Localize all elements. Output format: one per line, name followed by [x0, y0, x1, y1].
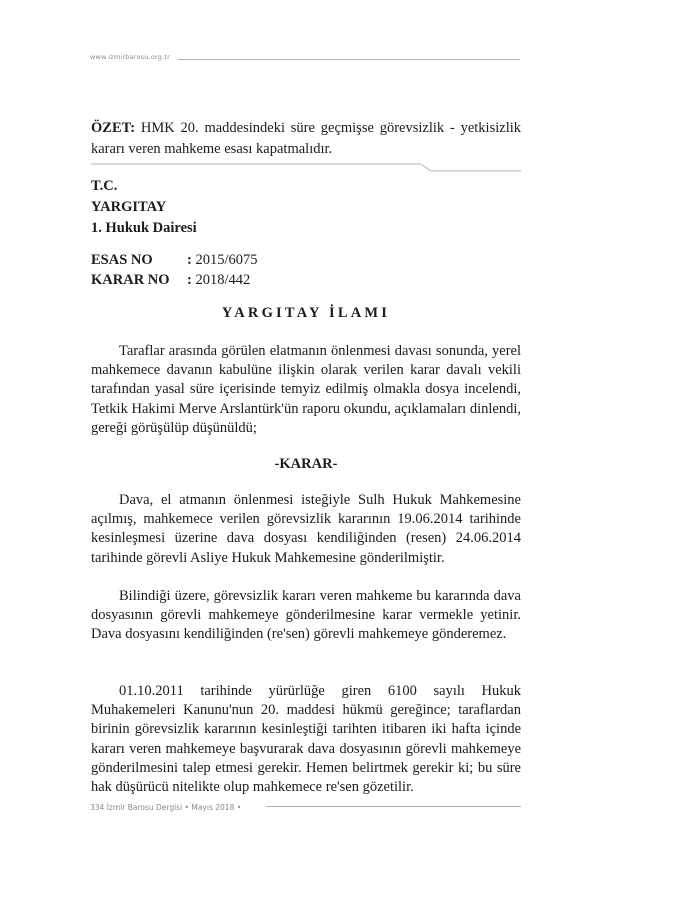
paragraph-2: Dava, el atmanın önlenmesi isteğiyle Sulh Hukuk Mahkemesine açılmış, mahkemece verilen görevsizlik kararının 19.06.2014 tarihinde kesinleşmesi üzerine dava dosyası kendiliğinden (resen) 24.06.2014 tarihinde görevli Asliye Hukuk Mahkemesine gönderilmiştir.: [91, 492, 521, 566]
esas-label: ESAS NO: [91, 252, 153, 268]
paragraph-3: Bilindiği üzere, görevsizlik kararı veren mahkeme bu kararında dava dosyasının görevli mahkemeye gönderilmesine karar vermekle yetinir. Dava dosyasını kendiliğinden (re'sen) görevli mahkemeye gönderemez.: [91, 588, 521, 643]
karar-value: 2018/442: [195, 272, 251, 288]
footer-text: 334 İzmir Barosu Dergisi • Mayıs 2018 •: [90, 803, 242, 812]
paragraph-4: 01.10.2011 tarihinde yürürlüğe giren 6100 sayılı Hukuk Muhakemeleri Kanunu'nun 20. maddesi hükmü gereğince; taraflardan birinin görevsizlik kararının kesinleştiği tarihten itibaren iki hafta içinde kararı veren mahkemeye başvurarak dava dosyasının görevli mahkemeye gönderilmesini talep etmesi gerekir. Hemen belirtmek gerekir ki; bu süre hak düşürücü nitelikte olup mahkemece re'sen gözetilir.: [91, 683, 521, 796]
court-country: T.C.: [91, 178, 118, 194]
court-chamber: 1. Hukuk Dairesi: [91, 220, 197, 236]
footer-divider: [266, 806, 521, 807]
court-name: YARGITAY: [91, 199, 167, 215]
paragraph-1: Taraflar arasında görülen elatmanın önlenmesi davası sonunda, yerel mahkemece davanın kabulüne ilişkin olarak verilen karar davalı vekili tarafından yasal süre içerisinde temyiz edilmiş olmakla dosya incelendi, Tetkik Hakimi Merve Arslantürk'ün raporu okundu, açıklamaları dinlendi, gereği görüşülüp düşünüldü;: [91, 343, 521, 436]
summary-divider: [91, 162, 521, 174]
karar-row: [91, 270, 258, 290]
header-divider: [178, 59, 520, 60]
case-numbers: [91, 250, 258, 290]
esas-separator: :: [187, 252, 192, 268]
document-title: YARGITAY İLAMI: [221, 305, 391, 321]
esas-row: [91, 250, 258, 270]
karar-separator: :: [187, 272, 192, 288]
decision-heading: -KARAR-: [274, 456, 338, 472]
court-header: [91, 176, 197, 239]
summary: [91, 118, 521, 160]
header-url: www.izmirbarosu.org.tr: [90, 53, 170, 61]
esas-value: 2015/6075: [195, 252, 258, 268]
summary-text: HMK 20. maddesindeki süre geçmişse görevsizlik - yetkisizlik kararı veren mahkeme esası kapatmalıdır.: [91, 120, 521, 157]
summary-label: ÖZET:: [91, 120, 136, 136]
karar-label: KARAR NO: [91, 272, 170, 288]
